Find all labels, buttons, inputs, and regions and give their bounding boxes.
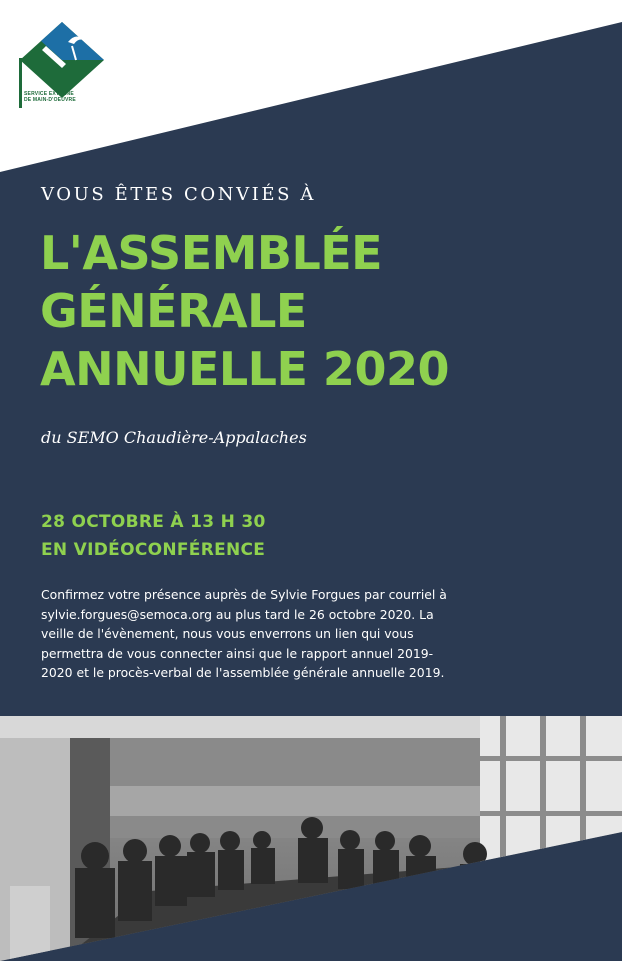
event-details bbox=[41, 508, 266, 564]
rsvp-line-1: Confirmez votre présence auprès de Sylvie Forgues par courriel à bbox=[41, 587, 447, 602]
invite-heading: VOUS ÊTES CONVIÉS À bbox=[41, 184, 316, 205]
logo-caption bbox=[24, 91, 76, 103]
rsvp-line-2: sylvie.forgues@semoca.org au plus tard le 26 octobre 2020. La bbox=[41, 606, 434, 622]
event-title-line1: L'ASSEMBLÉE bbox=[40, 226, 383, 280]
logo-caption-line2: DE MAIN-D'OEUVRE bbox=[24, 97, 76, 103]
meeting-room-photo-icon bbox=[0, 716, 622, 961]
event-title-line2: GÉNÉRALE bbox=[40, 284, 307, 338]
logo-caption-line1: SERVICE EXTERNE bbox=[24, 91, 74, 97]
rsvp-line-3: veille de l'évènement, nous vous enverrons un lien qui vous bbox=[41, 626, 414, 641]
event-datetime: 28 OCTOBRE À 13 H 30 bbox=[41, 512, 266, 532]
rsvp-paragraph bbox=[41, 585, 481, 683]
rsvp-line-4: permettra de vous connecter ainsi que le rapport annuel 2019- bbox=[41, 645, 434, 661]
organizer-subtitle: du SEMO Chaudière-Appalaches bbox=[41, 428, 307, 447]
rsvp-line-5: 2020 et le procès-verbal de l'assemblée générale annuelle 2019. bbox=[41, 665, 445, 680]
event-title-line3: ANNUELLE 2020 bbox=[40, 342, 449, 396]
event-location: EN VIDÉOCONFÉRENCE bbox=[41, 540, 266, 560]
event-title bbox=[40, 224, 449, 398]
